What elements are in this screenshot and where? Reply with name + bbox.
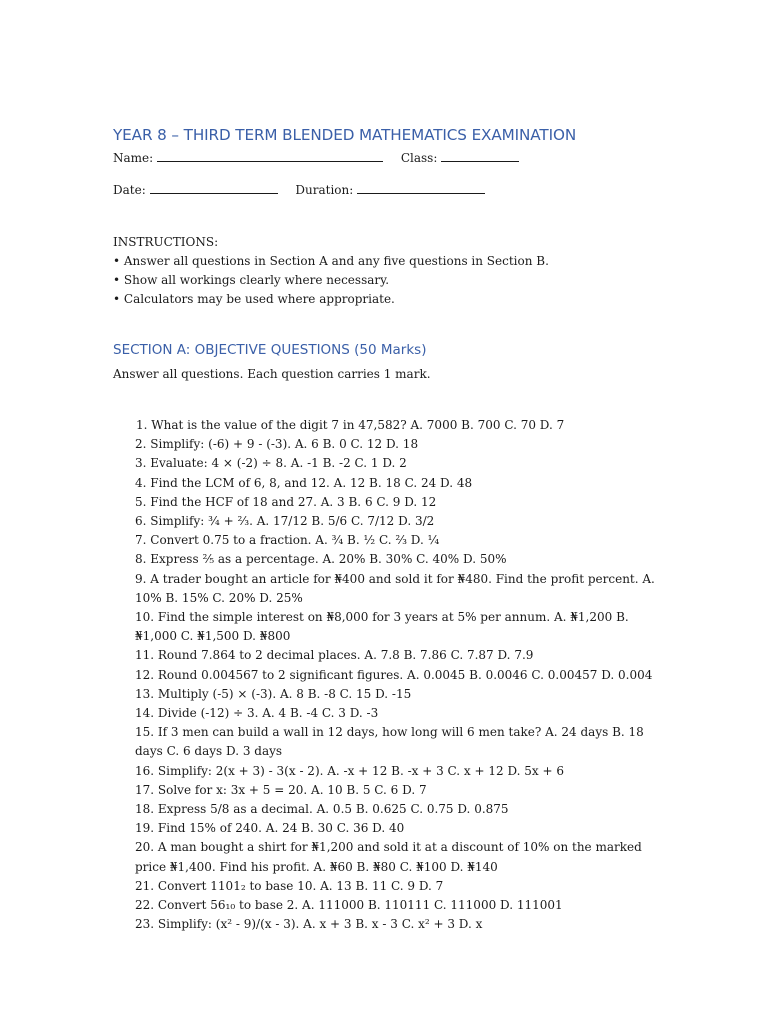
instruction-item: • Calculators may be used where appropriate.	[113, 292, 395, 306]
duration-blank[interactable]	[357, 182, 485, 194]
question-list	[113, 416, 663, 934]
duration-label: Duration:	[295, 183, 354, 197]
question-item: 5. Find the HCF of 18 and 27. A. 3 B. 6 C. 9 D. 12	[135, 494, 437, 509]
question-item: 14. Divide (-12) ÷ 3. A. 4 B. -4 C. 3 D. -3	[135, 706, 379, 721]
question-item: 12. Round 0.004567 to 2 significant figures. A. 0.0045 B. 0.0046 C. 0.00457 D. 0.004	[135, 667, 653, 682]
question-item: 15. If 3 men can build a wall in 12 days, how long will 6 men take? A. 24 days B. 18 days C. 6 days D. 3 days	[135, 725, 644, 759]
section-a-title: SECTION A: OBJECTIVE QUESTIONS (50 Marks)	[113, 342, 427, 358]
question-item: 7. Convert 0.75 to a fraction. A. ¾ B. ½ C. ⅔ D. ¼	[135, 533, 440, 548]
exam-title: YEAR 8 – THIRD TERM BLENDED MATHEMATICS EXAMINATION	[113, 126, 577, 144]
instruction-item: • Answer all questions in Section A and any five questions in Section B.	[113, 254, 549, 268]
section-a-subtitle: Answer all questions. Each question carries 1 mark.	[113, 367, 431, 381]
class-blank[interactable]	[441, 150, 519, 162]
question-item: 9. A trader bought an article for ₦400 and sold it for ₦480. Find the profit percent. A. 10% B. 15% C. 20% D. 25%	[135, 571, 655, 605]
question-item: 2. Simplify: (-6) + 9 - (-3). A. 6 B. 0 C. 12 D. 18	[135, 437, 419, 452]
name-blank[interactable]	[157, 150, 383, 162]
question-item: 13. Multiply (-5) × (-3). A. 8 B. -8 C. 15 D. -15	[135, 686, 412, 701]
question-item: 10. Find the simple interest on ₦8,000 for 3 years at 5% per annum. A. ₦1,200 B. ₦1,000 C. ₦1,500 D. ₦800	[135, 610, 629, 644]
question-item: 6. Simplify: ¾ + ⅔. A. 17/12 B. 5/6 C. 7/12 D. 3/2	[135, 514, 435, 529]
date-blank[interactable]	[150, 182, 278, 194]
name-label: Name:	[113, 151, 154, 165]
instructions-heading: INSTRUCTIONS:	[113, 235, 219, 249]
question-item: 1. What is the value of the digit 7 in 47,582? A. 7000 B. 700 C. 70 D. 7	[136, 418, 565, 432]
question-item: 18. Express 5/8 as a decimal. A. 0.5 B. 0.625 C. 0.75 D. 0.875	[135, 802, 509, 817]
class-label: Class:	[400, 151, 438, 165]
name-class-row	[113, 150, 519, 166]
question-item: 21. Convert 1101₂ to base 10. A. 13 B. 11 C. 9 D. 7	[135, 878, 444, 893]
question-item: 20. A man bought a shirt for ₦1,200 and sold it at a discount of 10% on the marked price ₦1,400. Find his profit. A. ₦60 B. ₦80 C. ₦100 D. ₦140	[135, 840, 642, 874]
question-item: 22. Convert 56₁₀ to base 2. A. 111000 B. 110111 C. 111000 D. 111001	[135, 898, 563, 913]
question-item: 4. Find the LCM of 6, 8, and 12. A. 12 B. 18 C. 24 D. 48	[135, 475, 473, 490]
date-label: Date:	[113, 183, 146, 197]
question-item: 11. Round 7.864 to 2 decimal places. A. 7.8 B. 7.86 C. 7.87 D. 7.9	[135, 648, 534, 663]
question-item: 23. Simplify: (x² - 9)/(x - 3). A. x + 3 B. x - 3 C. x² + 3 D. x	[135, 917, 483, 932]
question-item: 17. Solve for x: 3x + 5 = 20. A. 10 B. 5 C. 6 D. 7	[135, 782, 427, 797]
instruction-item: • Show all workings clearly where necessary.	[113, 273, 390, 287]
question-item: 19. Find 15% of 240. A. 24 B. 30 C. 36 D. 40	[135, 821, 405, 836]
date-duration-row	[113, 182, 485, 198]
question-item: 3. Evaluate: 4 × (-2) ÷ 8. A. -1 B. -2 C. 1 D. 2	[135, 456, 407, 471]
question-item: 8. Express ⅖ as a percentage. A. 20% B. 30% C. 40% D. 50%	[135, 552, 507, 567]
question-item: 16. Simplify: 2(x + 3) - 3(x - 2). A. -x + 12 B. -x + 3 C. x + 12 D. 5x + 6	[135, 763, 564, 778]
